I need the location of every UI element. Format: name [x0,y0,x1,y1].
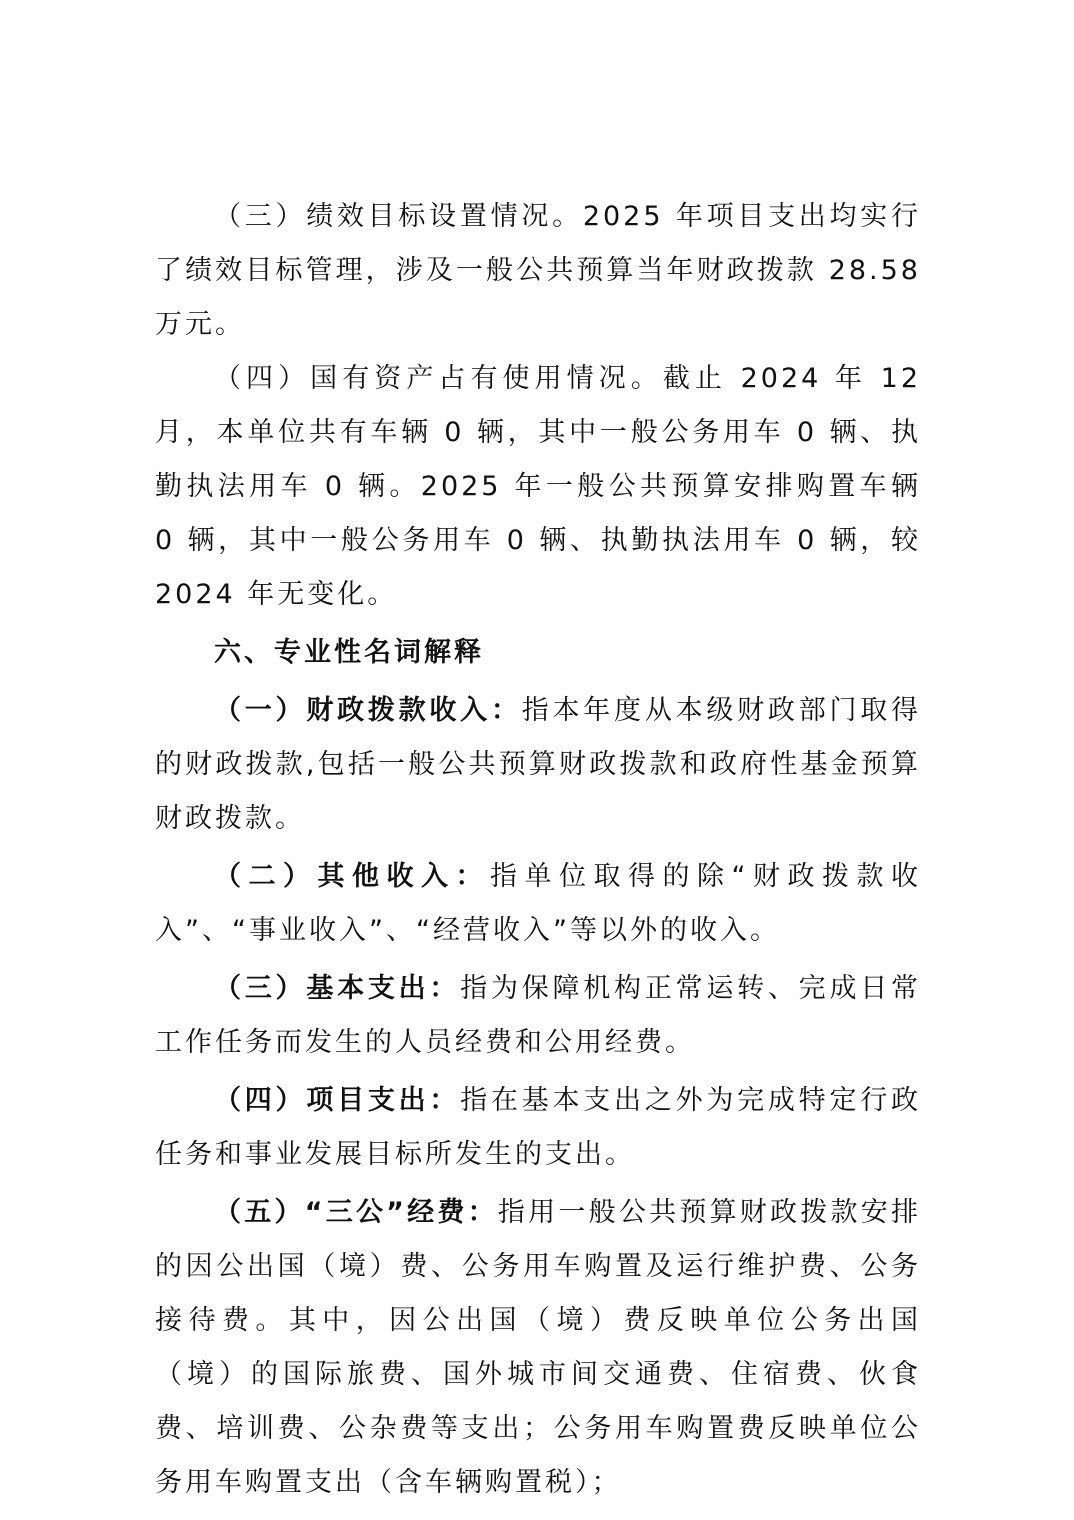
definition-text: 指本年度从本级财政部门取得的财政拨款,包括一般公共预算财政拨款和政府性基金预算财政拨款。 [155,695,922,834]
definition-term: （四）项目支出： [214,1085,461,1116]
document-page [155,190,921,1510]
definition-term: （一）财政拨款收入： [214,695,522,726]
performance-target-text: 2025 年项目支出均实行了绩效目标管理，涉及一般公共预算当年财政拨款 28.58 万元。 [155,201,922,340]
definition-project-expenditure [155,1074,921,1182]
definition-text: 指为保障机构正常运转、完成日常工作任务而发生的人员经费和公用经费。 [155,973,922,1058]
definition-term: （五）“三公”经费： [214,1197,498,1228]
definition-text: 指用一般公共预算财政拨款安排的因公出国（境）费、公务用车购置及运行维护费、公务接待费。其中，因公出国（境）费反映单位公务出国（境）的国际旅费、国外城市间交通费、住宿费、伙食费、培训费、公杂费等支出；公务用车购置费反映单位公务用车购置支出（含车辆购置税）； [155,1197,921,1498]
state-assets-paragraph [155,352,921,622]
performance-target-paragraph [155,190,921,352]
definition-term: （三）基本支出： [214,973,461,1004]
definition-fiscal-appropriation [155,684,921,846]
definition-term: （二）其他收入： [214,861,490,892]
state-assets-text: 截止 2024 年 12 月，本单位共有车辆 0 辆，其中一般公务用车 0 辆、执勤执法用车 0 辆。2025 年一般公共预算安排购置车辆 0 辆，其中一般公务用车 0 辆、执勤执法用车 0 辆，较 2024 年无变化。 [155,363,921,610]
performance-target-lead: （三）绩效目标设置情况。 [214,201,583,232]
definition-basic-expenditure [155,962,921,1070]
definition-three-public-expenses [155,1186,921,1510]
definition-text: 指单位取得的除“财政拨款收入”、“事业收入”、“经营收入”等以外的收入。 [155,861,921,946]
definition-text: 指在基本支出之外为完成特定行政任务和事业发展目标所发生的支出。 [155,1085,922,1170]
definition-other-income [155,850,921,958]
section-heading: 六、专业性名词解释 [214,637,484,668]
state-assets-lead: （四）国有资产占有使用情况。 [214,363,663,394]
